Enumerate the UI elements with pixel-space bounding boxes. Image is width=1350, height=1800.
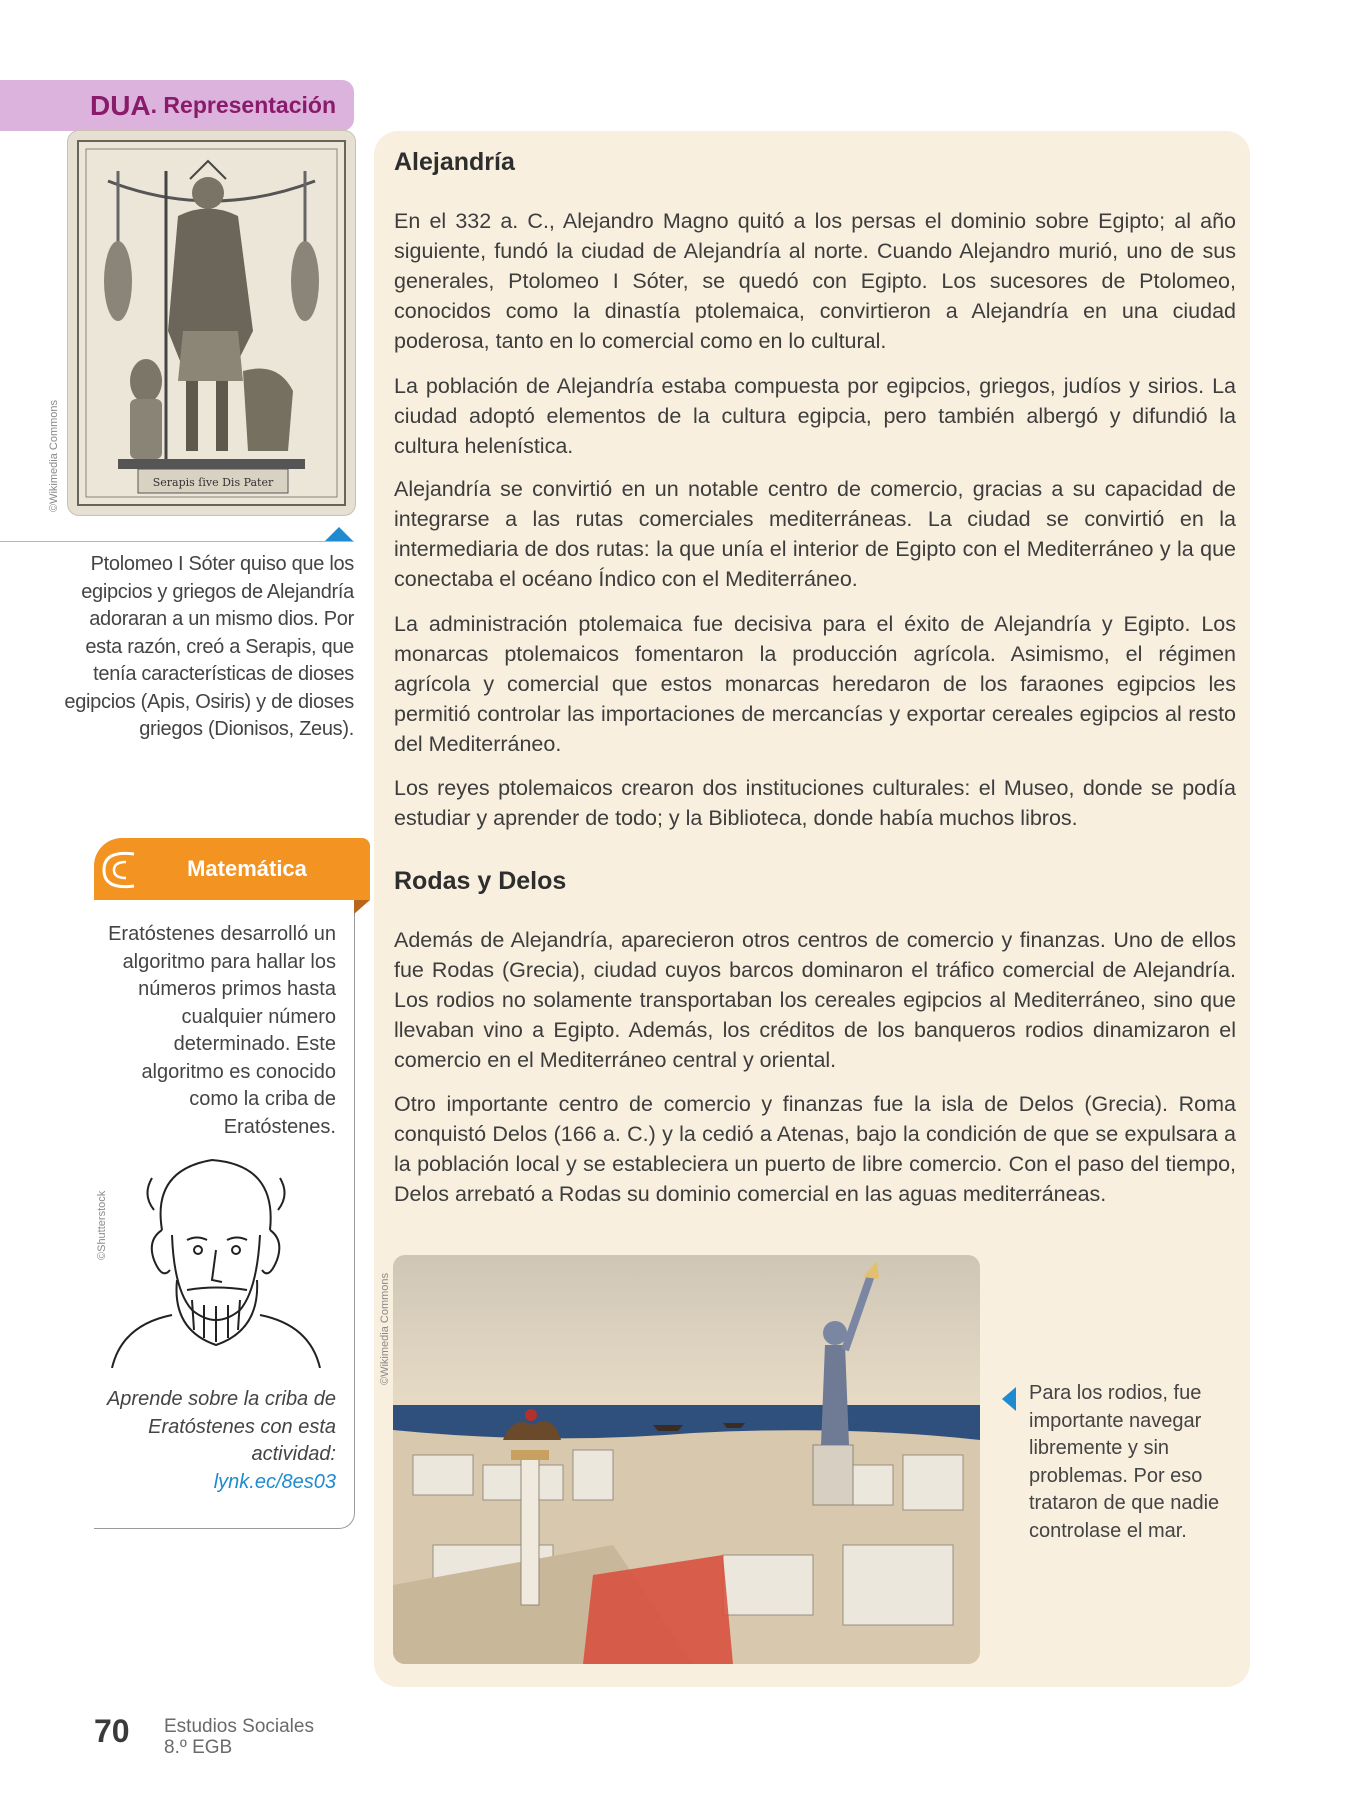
header-fold [354,900,370,914]
footer-subject [164,1716,314,1758]
caption-pointer-icon [1002,1387,1016,1411]
alejandria-paragraph: En el 332 a. C., Alejandro Magno quitó a los persas el dominio sobre Egipto; al año siguiente, fundó la ciudad de Alejandría al norte. Cuando Alejandro murió, uno de sus generales, Ptolomeo I Sóter, se quedó con Egipto. Los sucesores de Ptolomeo, conocidos como la dinastía ptolemaica, convirtieron a Alejandría en una ciudad poderosa, tanto en lo comercial como en lo cultural. [394,209,1236,353]
alejandria-heading: Alejandría [394,148,515,176]
alejandria-paragraph: La administración ptolemaica fue decisiva para el éxito de Alejandría y Egipto. Los monarcas ptolemaicos fomentaron la producción agrícola. Asimismo, el régimen agrícola y comercial que estos monarcas heredaron de los faraones egipcios les permitió controlar las importaciones de mercancías y exportar cereales egipcios al resto del Mediterráneo. [394,612,1236,756]
grade-label: 8.º EGB [164,1737,233,1758]
activity-text: Aprende sobre la criba de Eratóstenes con esta actividad: [106,1388,336,1465]
shutterstock-credit: ©Shutterstock [96,1190,108,1260]
alejandria-paragraph: Alejandría se convirtió en un notable centro de comercio, gracias a su capacidad de integrarse a las rutas comerciales mediterráneas. La ciudad se convirtió en la intermediaria de dos rutas: la que unía el interior de Egipto con el Mediterráneo y la que conectaba el océano Índico con el Mediterráneo. [394,477,1236,591]
serapis-caption: Ptolomeo I Sóter quiso que los egipcios y griegos de Alejandría adoraran a un mismo dios. Por esta razón, creó a Serapis, que tenía características de dioses egipcios (Apis, Osiris) y de dioses griegos (Dionisos, Zeus). [64,553,354,740]
subject-name: Estudios Sociales [164,1716,314,1737]
page-number: 70 [94,1713,130,1749]
eratosthenes-drawing [92,1140,338,1368]
alejandria-paragraph: La población de Alejandría estaba compuesta por egipcios, griegos, judíos y sirios. La ciudad adoptó elementos de la cultura egipcia, pero también albergó y difundió la cultura helenística. [394,374,1236,458]
matematica-title: Matemática [187,856,307,881]
harbor-caption: Para los rodios, fue importante navegar libremente y sin problemas. Por eso trataron de que nadie controlase el mar. [1029,1382,1220,1542]
divider [0,541,354,542]
matematica-text: Eratóstenes desarrolló un algoritmo para hallar los números primos hasta cualquier número determinado. Este algoritmo es conocido como la criba de Eratóstenes. [108,923,336,1138]
rhodes-harbor-painting [393,1255,980,1664]
wikimedia-credit: ©Wikimedia Commons [379,1272,391,1385]
serapis-engraving [67,130,356,516]
wikimedia-credit: ©Wikimedia Commons [48,399,60,512]
caption-pointer-icon [325,527,353,541]
c-curve-icon [96,846,142,894]
dua-label: DUA [89,89,151,121]
alejandria-paragraph: Los reyes ptolemaicos crearon dos instituciones culturales: el Museo, donde se podía estudiar y aprender de todo; y la Biblioteca, donde había muchos libros. [394,776,1236,830]
rodas-paragraph: Otro importante centro de comercio y finanzas fue la isla de Delos (Grecia). Roma conquistó Delos (166 a. C.) y la cedió a Atenas, bajo la condición de que se expulsara a la población local y se estableciera un puerto de libre comercio. Con el paso del tiempo, Delos arrebató a Rodas su dominio comercial en las aguas mediterráneas. [394,1092,1236,1206]
dua-subtitle: . Representación [150,92,336,118]
matematica-activity [96,1386,336,1496]
rodas-paragraph: Además de Alejandría, aparecieron otros centros de comercio y finanzas. Uno de ellos fue Rodas (Grecia), ciudad cuyos barcos dominaron el tráfico comercial de Alejandría. Los rodios no solamente transportaban los cereales egipcios al Mediterráneo, sino que llevaban vino a Egipto. Además, los créditos de los banqueros rodios dinamizaron el comercio en el Mediterráneo central y oriental. [394,928,1236,1072]
activity-link[interactable]: lynk.ec/8es03 [213,1470,336,1493]
rodas-heading: Rodas y Delos [394,867,567,895]
serapis-inscription: Serapis ſive Dis Pater [152,476,274,489]
dua-header [0,80,354,131]
